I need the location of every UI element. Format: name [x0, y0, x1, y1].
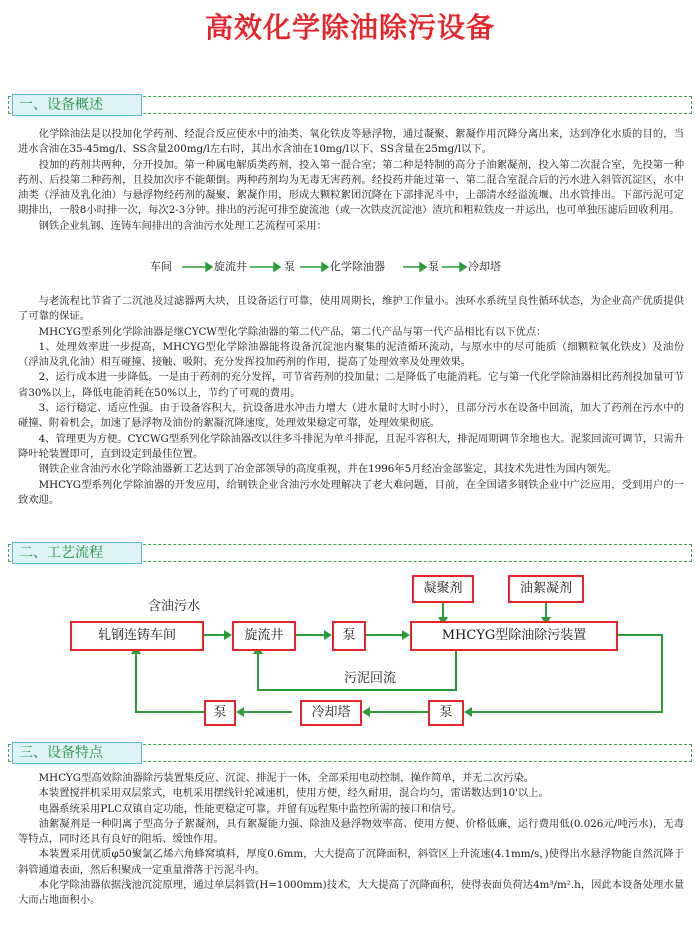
flow-arrowhead — [274, 263, 280, 271]
flow-node-cyclone-well: 旋流井 — [214, 260, 247, 273]
overview-text-a — [18, 127, 684, 234]
paragraph: MHCYG型系列化学除油器是继CYCW型化学除油器的第二代产品，第二代产品与第一代产品相比有以下优点： — [38, 325, 547, 338]
process-diagram — [0, 555, 700, 735]
oily-water-label: 含油污水 — [148, 599, 201, 614]
pump-box: 泵 — [428, 700, 464, 726]
flow-node-deoiler: 化学除油器 — [330, 260, 385, 273]
paragraph: 2、运行成本进一步降低。一是由于药剂的充分发挥，可节省药剂的投加量；二是降低了电能消耗。它与第一代化学除油器相比药剂投加量可节省30%以上，降低电能消耗在50%以上，节约了可观的费用。 — [18, 371, 684, 399]
paragraph: 与老流程比节省了二沉池及过滤器两大块，且设备运行可靠，使用周期长，维护工作量小。浊环水系统呈良性循环状态，为企业高产优质提供了可靠的保证。 — [18, 295, 684, 323]
paragraph: MHCYG型高效除油器除污装置集反应、沉淀、排泥于一体，全部采用电动控制，操作简单，并无二次污染。 — [38, 772, 535, 784]
flow-node-workshop: 车间 — [150, 260, 172, 273]
pump-box: 泵 — [332, 621, 366, 651]
paragraph: 钢铁企业含油污水化学除油器新工艺达到了冶金部领导的高度重视，并在1996年5月经冶金部鉴定，其技术先进性为国内领先。 — [38, 463, 618, 476]
arrowhead — [224, 630, 232, 640]
mhcyg-device-box: MHCYG型除油除污装置 — [410, 621, 618, 651]
cyclone-well-box: 旋流井 — [232, 621, 296, 651]
arrowhead — [402, 630, 410, 640]
connector — [136, 651, 204, 712]
paragraph: MHCYG型系列化学除油器的开发应用，给钢铁企业含油污水处理解决了老大难问题，目前，在全国诸多钢铁企业中广泛应用，受到用户的一致欢迎。 — [18, 478, 684, 506]
overview-text-b — [18, 294, 684, 508]
arrowhead — [362, 707, 370, 717]
source-workshop-box: 轧钢连铸车间 — [70, 621, 204, 651]
paragraph: 4、管理更为方便。CYCWG型系列化学除油器改以往多斗排泥为单斗排泥，且泥斗容积大，排泥周期调节余地也大。泥浆回流可调节，只需升降叶轮装置即可，直到设定到最佳位置。 — [18, 432, 684, 460]
paragraph: 本装置搅拌机采用双层浆式，电机采用摆线针轮减速机，使用方便，经久耐用，混合均匀，雷诺数达到10'以上。 — [38, 787, 549, 800]
page-title: 高效化学除油除污设备 — [204, 11, 495, 44]
arrowhead — [324, 630, 332, 640]
paragraph: 钢铁企业轧钢、连铸车间排出的含油污水处理工艺流程可采用： — [38, 219, 327, 232]
coagulant-box: 凝聚剂 — [412, 575, 474, 603]
flow-node-pump: 泵 — [284, 260, 295, 273]
paragraph: 3、运行稳定、适应性强。由于设备容积大，抗设备进水冲击力增大（进水量时大时小时），且部分污水在设备中回流，加大了药剂在污水中的碰撞、附着机会，加速了悬浮物及油份的絮凝沉降速度，处理效果稳定可靠，处理效果彻底。 — [18, 402, 684, 430]
flow-node-pump: 泵 — [428, 260, 439, 273]
arrowhead — [236, 707, 244, 717]
paragraph: 1、处理效率进一步提高，MHCYG型化学除油器能将设备沉淀池内聚集的泥渣循环流动，与原水中的尽可能质（细颗粒氧化铁皮）及油份（浮油及乳化油）相互碰撞、接触、吸附、充分发挥投加药剂的作用，提高了处理效率及处理效果。 — [18, 340, 684, 369]
flow-node-cooling-tower: 冷却塔 — [468, 260, 501, 273]
cooling-tower-box: 冷却塔 — [300, 700, 362, 726]
sludge-return-label: 污泥回流 — [344, 671, 397, 686]
flow-arrowhead — [322, 263, 328, 271]
paragraph: 油絮凝剂是一种阴离子型高分子絮凝剂，具有絮凝能力强、除油及悬浮物效率高、使用方便、价格低廉，运行费用低(0.026元/吨污水)，无毒等特点，同时还具有良好的阻垢、缓蚀作用。 — [18, 817, 684, 846]
flow-arrowhead — [420, 263, 426, 271]
simple-process-flow — [150, 256, 510, 280]
arrowhead — [464, 707, 472, 717]
paragraph: 本化学除油器依据浅池沉淀原理，通过单层斜管(H=1000mm)技术，大大提高了沉降面积，使得表面负荷达4m³/m².h，因此本设备处理水量大而占地面积小。 — [18, 879, 684, 907]
paragraph: 本装置采用优质φ50聚氯乙烯六角蜂窝填料，厚度0.6mm，大大提高了沉降面积，斜管区上升流速(4.1mm/s，)使得出水悬浮物能自然沉降于斜管通道表面，然后积聚成一定重量滑落于污泥斗内。 — [18, 848, 684, 876]
flow-arrowhead — [460, 263, 466, 271]
flocculant-box: 油絮凝剂 — [508, 575, 584, 603]
paragraph: 化学除油法是以投加化学药剂、经混合反应使水中的油类、氧化铁皮等悬浮物，通过凝聚、絮凝作用沉降分离出来，达到净化水质的目的，当进水含油在35-45mg/l、SS含量200mg/l左右时，其出水含油在10mg/l以下、SS含量在25mg/l以下。 — [18, 128, 684, 156]
paragraph: 投加的药剂共两种，分开投加。第一种属电解质类药剂，投入第一混合室；第二种是特制的高分子油絮凝剂，投入第二次混合室，先投第一种药剂、后投第二种药剂，且投加次序不能颠倒。两种药剂均为无毒无害药剂。经投药并能过第一、第二混合室混合后的污水进入斜管沉淀区，水中油类（浮油及乳化油）与悬浮物经药剂的凝聚、絮凝作用，形成大颗粒絮团沉降在下部排泥斗中，上部清水经溢流堰、出水管排出。下部污泥可定期排出，一般8小时排一次，每次2-3分钟。排出的污泥可排至旋流池（或一次铁皮沉淀池）渣坑和粗粒铁皮一并运出，也可单独压滤后回收利用。 — [18, 158, 684, 217]
section-heading-features: 三、设备特点 — [12, 742, 142, 764]
section-heading-process: 二、工艺流程 — [12, 542, 142, 564]
flow-arrowhead — [206, 263, 212, 271]
paragraph: 电器系统采用PLC双镇自定功能，性能更稳定可靠，并留有远程集中监控所需的接口和信号。 — [38, 802, 462, 815]
features-text — [18, 771, 684, 909]
section-heading-overview: 一、设备概述 — [12, 94, 142, 116]
pump-box: 泵 — [204, 700, 236, 726]
